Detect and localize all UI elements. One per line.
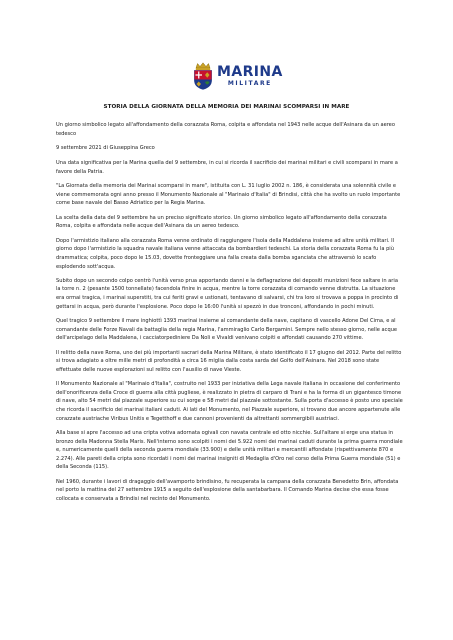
intro-paragraph: Un giorno simbolico legato all'affondamento della corazzata Roma, colpita e affondata nel 1943 nelle acque dell'Asinara da un aereo tedesco	[56, 122, 395, 137]
document-body	[56, 121, 404, 509]
body-paragraph: Una data significativa per la Marina quella del 9 settembre, in cui si ricorda il sacrificio dei marinai militari e civili scomparsi in mare a favore della Patria.	[56, 160, 398, 175]
body-paragraph: Nel 1960, durante i lavori di dragaggio dell'avamporto brindisino, fu recuperata la campana della corazzata Benedetto Brin, affondata nel porto la mattina del 27 settembre 1915 a seguito dell'esplosione della santabarbara. Il Comando Marina decise che essa fosse collocata e conservata a Brindisi nel recinto del Monumento.	[56, 478, 399, 502]
body-paragraph: "La Giornata della memoria dei Marinai scomparsi in mare", istituita con L. 31 luglio 2002 n. 186, è considerata una solennità civile e viene commemorata ogni anno presso il Monumento Nazionale al "Marinaio d'Italia" di Brindisi, città che ha svolto un ruolo importante come base navale del Basso Adriatico per la Regia Marina.	[56, 183, 401, 207]
logo-title: MARINA	[217, 63, 283, 80]
body-paragraph: La scelta della data del 9 settembre ha un preciso significato storico. Un giorno simbolico legato all'affondamento della corazzata Roma, colpita e affondata nelle acque dell'Asinara da un aereo tedesco.	[56, 214, 387, 230]
body-paragraph: Dopo l'armistizio italiano alla corazzata Roma venne ordinato di raggiungere l'isola della Maddalena insieme ad altre unità militari. Il giorno dopo l'armistizio la squadra navale italiana venne attaccata da bombardieri tedeschi. La storia della corazzata Roma fu la più drammatica; colpita, poco dopo le 15.03, dovette fronteggiare una falla creata dalla bomba sganciata che attraversò lo scafo esplodendo sott'acqua.	[56, 237, 395, 270]
body-paragraph: Il Monumento Nazionale al "Marinaio d'Italia", costruito nel 1933 per iniziativa della Lega navale italiana in occasione del conferimento dell'onorificenza della Croce di guerra alla città pugliese, è realizzato in pietra di carparo di Trani e ha la forma di un gigantesco timone di nave, alto 54 metri dal piazzale superiore su cui sorge e 58 metri dal piazzale sottostante. Sulla porta d'accesso è posto uno speciale che ricorda il sacrificio dei marinai italiani caduti. Ai lati del Monumento, nel Piazzale superiore, si trovano due ancore appartenute alle corazzate austriache Viribus Unitis e Tegetthoff e due cannoni provenienti da altrettanti sommergibili austriaci.	[56, 381, 403, 422]
body-paragraph: Alla base si apre l'accesso ad una cripta votiva adornata ogivali con navata centrale ed otto nicchie. Sull'altare si erge una statua in bronzo della Madonna Stella Maris. Nell'interno sono scolpiti i nomi dei 5.922 nomi dei marinai caduti durante la prima guerra mondiale e, numericamente quelli della seconda guerra mondiale (33.900) e delle unità militari e mercantili affondate (rispettivamente 870 e 2.274). Alle pareti della cripta sono ricordati i nomi dei marinai insigniti di Medaglia d'Oro nel corso della Prima Guerra mondiale (51) e della Seconda (115).	[56, 429, 403, 471]
logo-subtitle: MILITARE	[227, 79, 272, 87]
document-title: STORIA DELLA GIORNATA DELLA MEMORIA DEI MARINAI SCOMPARSI IN MARE	[103, 104, 350, 110]
naval-coat-of-arms-icon	[192, 62, 214, 90]
body-paragraph: Subito dopo un secondo colpo centrò l'unità verso prua apportando danni e la deflagrazione dei depositi munizioni fece saltare in aria la torre n. 2 (pesante 1500 tonnellate) facendola finire in acqua, mentre la torre corazzata di comando venne distrutta. La situazione era ormai tragica, i marinai superstiti, tra cui feriti gravi e ustionati, tentavano di salvarsi, chi tra loro si trovava a poppa in procinto di gettarsi in acqua, però durante l'esplosione. Poco dopo le 16:00 l'unità si spezzò in due tronconi, affondando in pochi minuti.	[56, 277, 399, 310]
marina-militare-logo	[192, 54, 283, 98]
date-author-line: 9 settembre 2021 di Giuseppina Greco	[56, 144, 155, 151]
body-paragraph: Il relitto della nave Roma, uno dei più importanti sacrari della Marina Militare, è stato identificato il 17 giugno del 2012. Parte del relitto si trova adagiato a oltre mille metri di profondità a circa 16 miglia dalla costa sarda del Golfo dell'Asinara. Nel 2018 sono state effettuate delle nuove esplorazioni sul relitto con l'ausilio di nave Vieste.	[56, 349, 402, 373]
body-paragraph: Quel tragico 9 settembre il mare inghiottì 1393 marinai insieme al comandante della nave, capitano di vascello Adone Del Cima, e al comandante delle Forze Navali da battaglia della regia Marina, l'ammiraglio Carlo Bergamini. Sempre nello stesso giorno, nelle acque dell'arcipelago della Maddalena, i cacciatorpediniere Da Noli e Vivaldi venivano colpiti e affondati causando 270 vittime.	[56, 318, 398, 342]
logo-wordmark	[217, 65, 283, 88]
